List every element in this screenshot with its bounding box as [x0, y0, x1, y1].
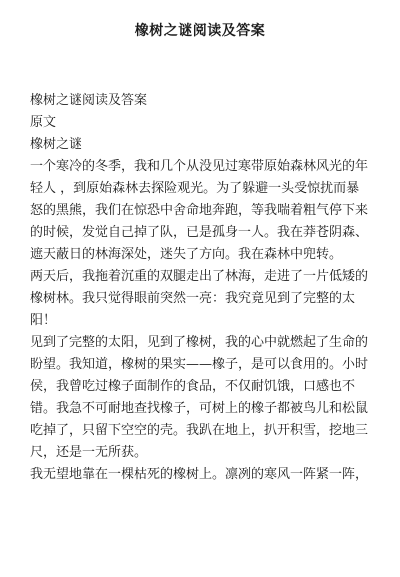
section-label: 原文: [30, 115, 57, 130]
paragraph-line: 盼望。我知道，橡树的果实——橡子，是可以食用的。小时: [30, 357, 369, 372]
paragraph-line: 尺，还是一无所获。: [30, 445, 148, 460]
paragraph-line: 阳！: [30, 313, 57, 328]
paragraph-line: 怒的黑熊，我们在惊恐中舍命地奔跑，等我喘着粗气停下来: [30, 203, 369, 218]
paragraph-line: 橡树林。我只觉得眼前突然一亮：我究竟见到了完整的太: [30, 291, 356, 306]
paragraph-line: 轻人 ，到原始森林去探险观光。为了躲避一头受惊扰而暴: [30, 181, 360, 196]
paragraph-line: 见到了完整的太阳，见到了橡树，我的心中就燃起了生命的: [30, 335, 369, 350]
document-body: [30, 90, 378, 486]
article-heading: 橡树之谜阅读及答案: [30, 93, 148, 108]
paragraph-line: 错。我急不可耐地查找橡子，可树上的橡子都被鸟儿和松鼠: [30, 401, 369, 416]
paragraph-line: 我无望地靠在一棵枯死的橡树上。凛冽的寒风一阵紧一阵，: [30, 467, 369, 482]
story-title: 橡树之谜: [30, 137, 83, 152]
paragraph-line: 一个寒冷的冬季，我和几个从没见过寒带原始森林风光的年: [30, 159, 369, 174]
page-title: 橡树之谜阅读及答案: [134, 23, 266, 39]
paragraph-line: 遮天蔽日的林海深处，迷失了方向。我在森林中兜转。: [30, 247, 343, 262]
paragraph-line: 两天后，我拖着沉重的双腿走出了林海，走进了一片低矮的: [30, 269, 369, 284]
paragraph-line: 侯，我曾吃过橡子面制作的食品，不仅耐饥饿，口感也不: [30, 379, 356, 394]
paragraph-line: 吃掉了，只留下空空的壳。我趴在地上，扒开积雪，挖地三: [30, 423, 369, 438]
paragraph-line: 的时候，发觉自己掉了队，已是孤身一人。我在莽苍阴森、: [30, 225, 369, 240]
